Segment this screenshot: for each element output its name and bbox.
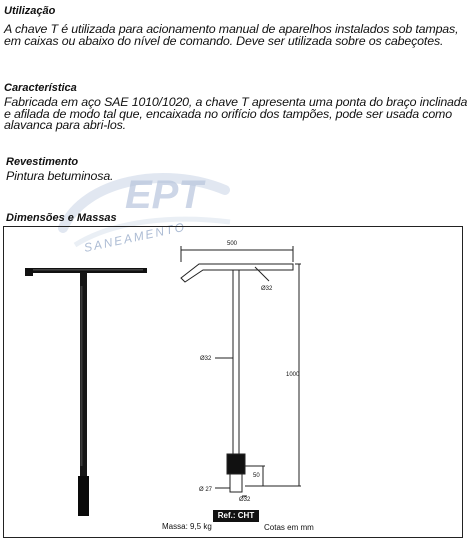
reference-code-badge: Ref.: CHT: [213, 510, 259, 522]
utilizacao-heading: Utilização: [4, 5, 56, 17]
revestimento-text: Pintura betuminosa.: [6, 169, 114, 183]
dim-50-label: 50: [253, 473, 260, 479]
dim-500-label: 500: [227, 241, 238, 247]
dim-1000-label: 1000: [286, 372, 300, 378]
caracteristica-text: Fabricada em aço SAE 1010/1020, a chave T apresenta uma ponta do braço inclinada e afilada de modo tal que, encaixada no orifício dos tampões, pode ser usada como alavanca para abri-los.: [4, 95, 468, 132]
caracteristica-heading: Característica: [4, 82, 77, 94]
mass-label: Massa: 9,5 kg: [162, 522, 212, 531]
dimensoes-heading: Dimensões e Massas: [6, 212, 117, 224]
dim-d27-label: Ø 27: [199, 487, 213, 493]
t-key-schematic: [181, 246, 301, 496]
utilizacao-text: A chave T é utilizada para acionamento manual de aparelhos instalados sob tampas, em caixas ou abaixo do nível de comando. Deve ser utilizada sobre os cabeçotes.: [4, 22, 459, 48]
t-key-photo: [25, 268, 147, 516]
dim-d32-bottom-label: Ø32: [239, 497, 251, 503]
units-note: Cotas em mm: [264, 523, 314, 532]
technical-drawing: [3, 226, 463, 538]
dim-d32-shaft-label: Ø32: [200, 356, 212, 362]
revestimento-heading: Revestimento: [6, 156, 79, 168]
watermark-subtitle-text: SANEAMENTO: [82, 219, 188, 255]
watermark-logo-text: EPT: [125, 173, 203, 217]
dim-d32-top-label: Ø32: [261, 286, 273, 292]
